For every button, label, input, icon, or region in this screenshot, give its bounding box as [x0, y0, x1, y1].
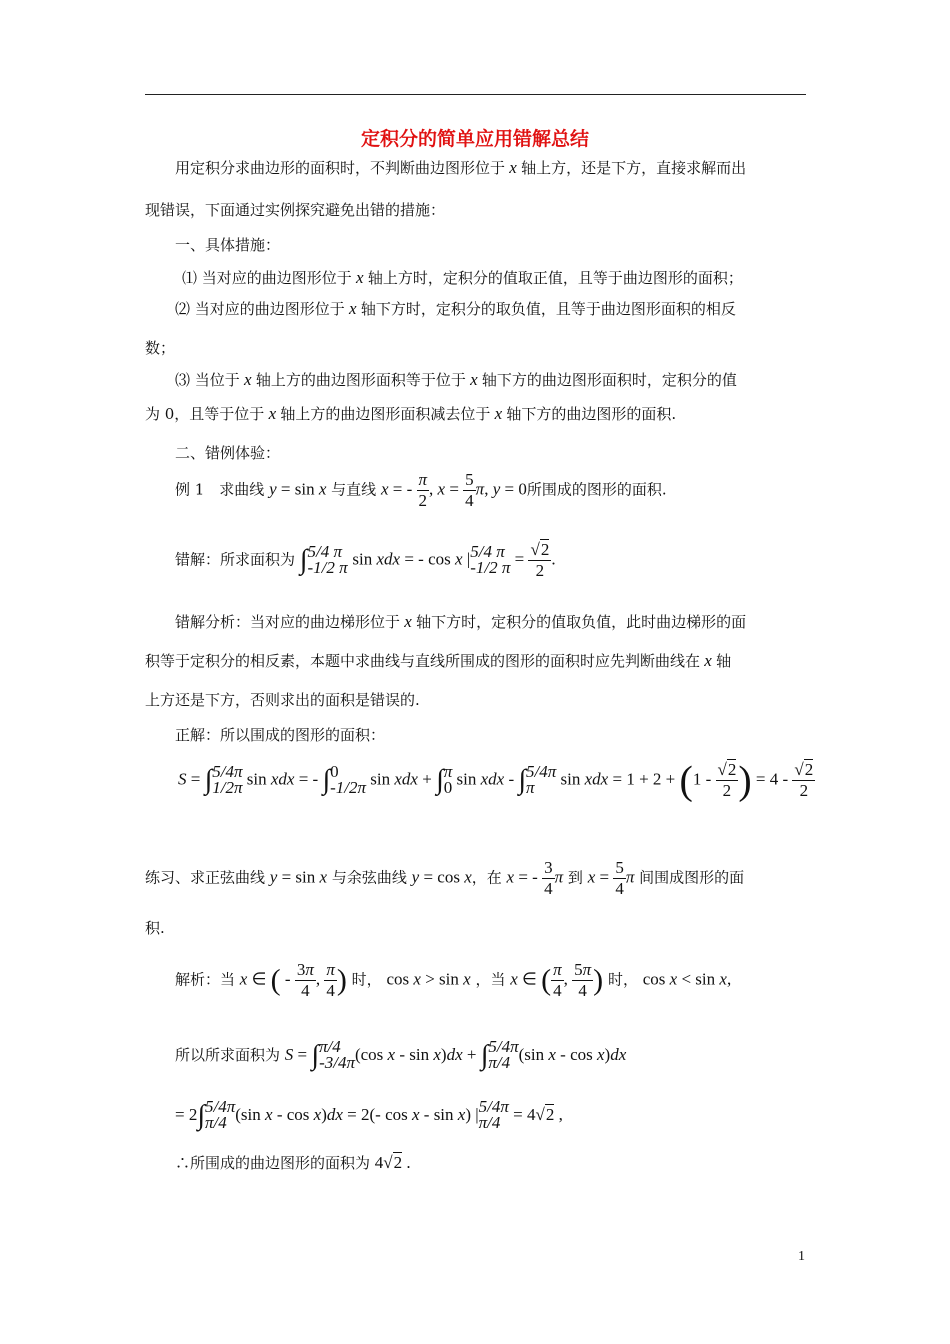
exercise-area-result: = 2∫5/4π π/4 (sin x - cos x)dx = 2(- cos x - sin x) |5/4π π/4 = 4√2 , [175, 1097, 563, 1132]
section1-heading: 一、具体措施： [175, 236, 281, 254]
example-1: 例 1 求曲线 y = sin x 与直线 x = - $\frac{\pi}{2}$ , x = $\frac{5}{4}$ π, y = 0所围成的图形的面积. [175, 470, 667, 510]
intro-line-2: 现错误，下面通过实例探究避免出错的措施： [145, 201, 446, 219]
fraction: $\frac{√2}{2}$ [530, 540, 550, 580]
fraction: $\frac{3\pi}{4}$ [296, 960, 314, 1000]
measure-item-1: ⑴ 当对应的曲边图形位于 x 轴上方时，定积分的值取正值，且等于曲边图形的面积； [182, 268, 743, 287]
fraction: $\frac{5}{4}$ [465, 470, 474, 510]
conclusion: ∴所围成的曲边图形的面积为 4√2 . [175, 1153, 411, 1172]
fraction: $\frac{\pi}{2}$ [418, 470, 428, 510]
document-title: 定积分的简单应用错解总结 [360, 128, 589, 150]
measure-item-3: ⑶ 当位于 x 轴上方的曲边图形面积等于位于 x 轴下方的曲边图形面积时，定积分的值 [175, 370, 737, 389]
header-rule [145, 94, 806, 95]
fraction: $\frac{3}{4}$ [544, 858, 553, 898]
fraction: $\frac{5}{4}$ [615, 858, 624, 898]
exercise-line-1: 练习、求正弦曲线 y = sin x 与余弦曲线 y = cos x，在 x = - $\frac{3}{4}$ π 到 x = $\frac{5}{4}$ π 间围成图形的面 [145, 858, 745, 898]
analysis-line-3: 上方还是下方，否则求出的面积是错误的. [145, 691, 420, 709]
exercise-area-integral: 所以所求面积为 S = ∫π/4 -3/4π(cos x - sin x)dx + ∫5/4π π/4 (sin x - cos x)dx [175, 1037, 627, 1072]
measure-item-2-cont: 数； [145, 339, 176, 357]
exercise-solution-cases: 解析：当 x ∈ ( - $\frac{3\pi}{4}$ , $\frac{\pi}{4}$ ) 时， cos x > sin x ，当 x ∈ ( $\frac{\pi}{4}$ , $\frac{5\pi}{4}$ ) 时， cos x < sin x, [175, 960, 732, 1000]
measure-item-2: ⑵ 当对应的曲边图形位于 x 轴下方时，定积分的取负值，且等于曲边图形面积的相反 [175, 299, 736, 318]
fraction: $\frac{√2}{2}$ [717, 760, 737, 800]
intro-line-1: 用定积分求曲边形的面积时，不判断曲边图形位于 x 轴上方，还是下方，直接求解而出 [175, 158, 747, 177]
page-number: 1 [798, 1249, 805, 1264]
exercise-line-2: 积. [145, 919, 165, 937]
fraction: $\frac{5\pi}{4}$ [574, 960, 592, 1000]
fraction: $\frac{\pi}{4}$ [326, 960, 335, 1000]
section2-heading: 二、错例体验： [175, 444, 281, 462]
wrong-solution: 错解：所求面积为 ∫5/4 π -1/2 π sin xdx = - cos x |5/4 π -1/2 π = $\frac{√2}{2}$ . [175, 540, 556, 580]
fraction: $\frac{\pi}{4}$ [553, 960, 562, 1000]
fraction: $\frac{√2}{2}$ [794, 760, 814, 800]
correct-solution-label: 正解：所以围成的图形的面积： [175, 726, 386, 744]
measure-item-3-cont: 为 0，且等于位于 x 轴上方的曲边图形面积减去位于 x 轴下方的曲边图形的面积. [145, 404, 677, 423]
analysis-line-1: 错解分析：当对应的曲边梯形位于 x 轴下方时，定积分的值取负值，此时曲边梯形的面 [175, 612, 747, 631]
correct-solution-formula: S = ∫5/4π 1/2π sin xdx = - ∫0 -1/2π sin xdx + ∫π 0 sin xdx - ∫5/4π π sin xdx = 1 + 2 + (1 - $\frac{√2}{2}$ ) = 4 - $\frac{√2}{2}$ [178, 757, 814, 803]
analysis-line-2: 积等于定积分的相反素，本题中求曲线与直线所围成的图形的面积时应先判断曲线在 x 轴 [145, 651, 732, 670]
